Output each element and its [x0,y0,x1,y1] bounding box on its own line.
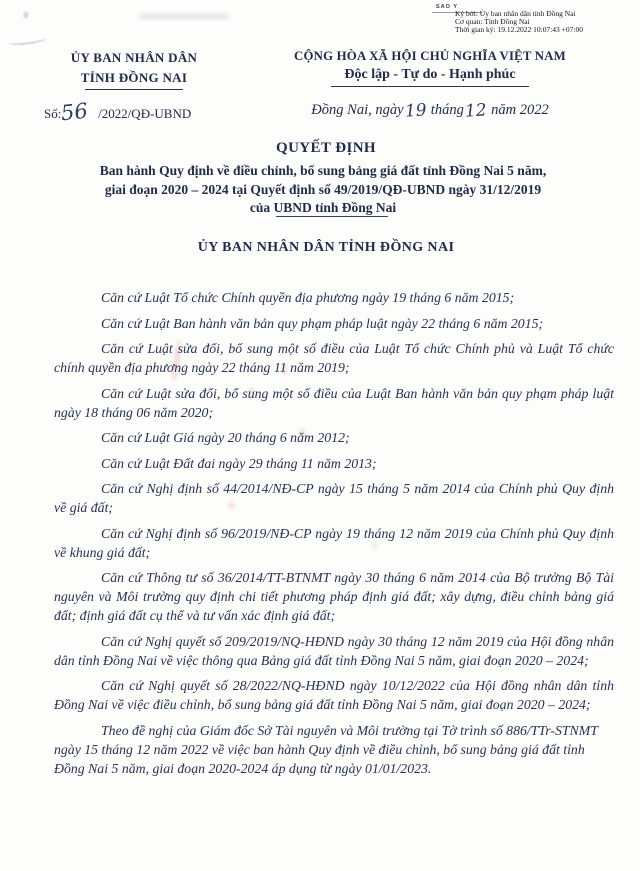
dateline-place: Đồng Nai, ngày [311,102,404,118]
dateline-day-handwritten: 19 [403,100,427,122]
pen-dot [24,12,28,18]
motto-line1: CỘNG HÒA XÃ HỘI CHỦ NGHĨA VIỆT NAM [294,49,566,63]
decision-subject: Ban hành Quy định về điều chỉnh, bổ sung bảng giá đất tỉnh Đồng Nai 5 năm, giai đoạn 2020 – 2024 tại Quyết định số 49/2019/QĐ-UBND ngày 31/12/2019 của UBND tỉnh Đồng Nai [99,163,547,215]
dateline [262,99,598,122]
decision-heading: QUYẾT ĐỊNH [276,140,376,156]
dateline-month-word: tháng [430,102,464,118]
legal-basis-paragraph: Căn cứ Thông tư số 36/2014/TT-BTNMT ngày 30 tháng 6 năm 2014 của Bộ trưởng Bộ Tài nguyên và Môi trường quy định chi tiết phương pháp định giá đất; xây dựng, điều chỉnh bảng giá đất; định giá đất cụ thể và tư vấn xác định giá đất; [54,570,614,623]
legal-basis-paragraph: Căn cứ Nghị quyết số 28/2022/NQ-HĐND ngày 10/12/2022 của Hội đồng nhân dân tỉnh Đồng Nai về việc điều chỉnh, bổ sung bảng giá đất tỉnh Đồng Nai 5 năm, giai đoạn 2020 – 2024; [54,678,614,712]
dateline-year: năm 2022 [491,102,549,118]
document-number-handwritten: 56 [60,98,90,126]
legal-basis-paragraph: Căn cứ Luật Đất đai ngày 29 tháng 11 năm 2013; [101,455,377,471]
legal-basis-paragraph: Căn cứ Nghị định số 44/2014/NĐ-CP ngày 15 tháng 5 năm 2014 của Chính phủ Quy định về giá đất; [54,481,614,515]
pen-mark [8,35,47,47]
legal-basis-paragraph: Căn cứ Luật Ban hành văn bản quy phạm pháp luật ngày 22 tháng 6 năm 2015; [101,315,544,331]
signature-agency: Cơ quan: Tỉnh Đồng Nai [455,17,530,26]
legal-basis-paragraph: Căn cứ Luật sửa đổi, bổ sung một số điều của Luật Tổ chức Chính phủ và Luật Tổ chức chính quyền địa phương ngày 22 tháng 11 năm 2019; [54,341,614,375]
issuer-block [28,50,240,90]
national-motto-block [262,49,598,87]
legal-basis-paragraph: Căn cứ Nghị định số 96/2019/NĐ-CP ngày 19 tháng 12 năm 2019 của Chính phủ Quy định về khung giá đất; [54,525,614,560]
sao-y-stamp-label: SAO Y [436,4,459,10]
legal-basis-paragraph: Căn cứ Luật Giá ngày 20 tháng 6 năm 2012; [101,430,350,445]
issuer-name-line2: TỈNH ĐỒNG NAI [80,70,188,85]
issuer-underline [85,89,183,90]
scan-smudge [140,14,228,19]
deciding-authority: ỦY BAN NHÂN DÂN TỈNH ĐỒNG NAI [197,240,455,255]
signature-signer: Ký bởi: Ủy ban nhân dân tỉnh Đồng Nai [455,9,576,18]
legal-basis-paragraph: Căn cứ Luật sửa đổi, bổ sung một số điều của Luật Ban hành văn bản quy phạm pháp luật ngày 18 tháng 06 năm 2020; [54,385,614,420]
legal-basis-paragraph: Căn cứ Nghị quyết số 209/2019/NQ-HĐND ngày 30 tháng 12 năm 2019 của Hội đồng nhân dân tỉnh Đồng Nai về việc thông qua Bảng giá đất tỉnh Đồng Nai 5 năm, giai đoạn 2020 – 2024; [54,633,614,668]
issuer-name-line1: ỦY BAN NHÂN DÂN [70,50,198,65]
document-number-suffix: /2022/QĐ-UBND [98,106,192,121]
document-body [54,288,614,784]
document-number-prefix: Số: [44,106,62,121]
legal-basis-paragraph: Căn cứ Luật Tổ chức Chính quyền địa phương ngày 19 tháng 6 năm 2015; [101,290,515,305]
motto-line2: Độc lập - Tự do - Hạnh phúc [344,67,516,82]
signature-timestamp: Thời gian ký: 19.12.2022 10:07:43 +07:00 [455,25,583,34]
digital-signature-block [455,10,583,34]
proposal-paragraph: Theo đề nghị của Giám đốc Sở Tài nguyên và Môi trường tại Tờ trình số 886/TTr-STNMT ngày 15 tháng 12 năm 2022 về việc ban hành Quy định về điều chỉnh, bổ sung bảng giá đất tỉnh Đồng Nai 5 năm, giai đoạn 2020-2024 áp dụng từ ngày 01/01/2023. [54,722,598,776]
document-number [44,98,192,126]
dateline-month-handwritten: 12 [464,100,488,122]
motto-underline [331,86,529,87]
title-divider [276,216,388,217]
